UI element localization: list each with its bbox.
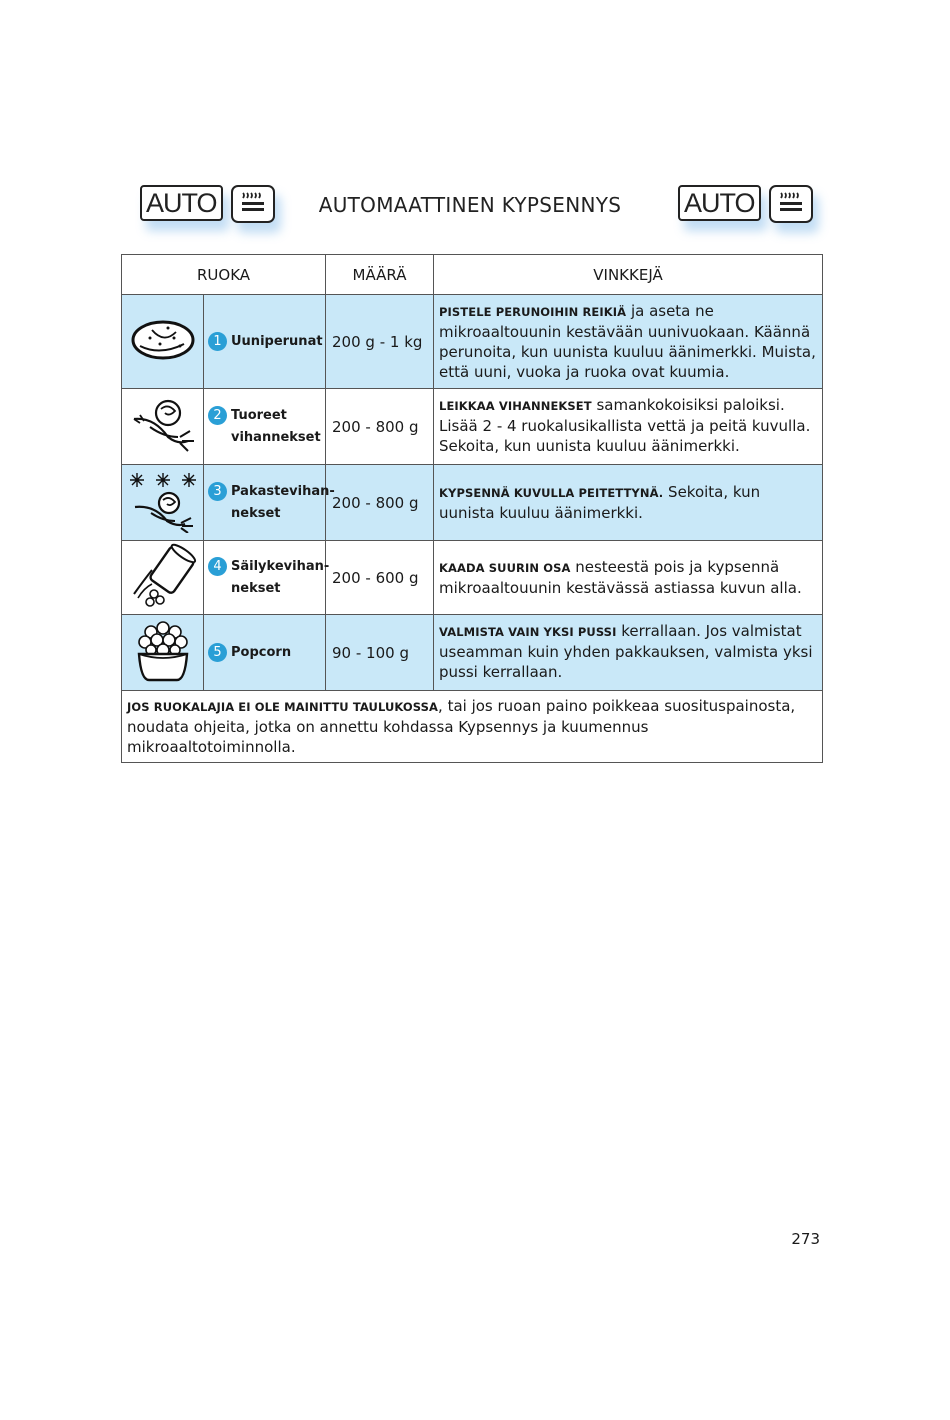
tip-cell (434, 615, 823, 691)
page-header (0, 185, 950, 235)
number-badge: 4 (208, 557, 227, 576)
tip-text: Sekoita, kun uunista kuuluu äänimerkki. (439, 483, 761, 522)
food-name-line: vihannekset (231, 429, 321, 445)
food-name-line: Popcorn (231, 644, 292, 660)
frozen-vegetables-icon (122, 465, 204, 541)
canned-vegetables-icon (122, 541, 204, 615)
page-number: 273 (791, 1230, 820, 1248)
header-tips: VINKKEJÄ (434, 255, 823, 295)
oven-icon (231, 185, 275, 223)
auto-badge-left (140, 185, 275, 223)
amount-cell: 200 - 800 g (326, 389, 434, 465)
vegetables-icon (122, 389, 204, 465)
auto-cooking-table (121, 254, 823, 763)
header-amount: MÄÄRÄ (326, 255, 434, 295)
table-row (122, 465, 823, 541)
amount-cell: 200 - 600 g (326, 541, 434, 615)
popcorn-icon (122, 615, 204, 691)
food-name-3 (204, 465, 335, 541)
number-badge: 1 (208, 332, 227, 351)
auto-label-right: AUTO (678, 185, 761, 221)
tip-cell (434, 389, 823, 465)
table-note-row (122, 691, 823, 763)
tip-text: ja aseta ne mikroaaltouunin kestävään uunivuokaan. Käännä perunoita, kun uunista kuuluu äänimerkki. Muista, että uuni, vuoka ja ruoka ovat kuumia. (439, 302, 816, 381)
auto-label-left: AUTO (140, 185, 223, 221)
table-row (122, 541, 823, 615)
number-badge: 2 (208, 406, 227, 425)
food-name-line: nekset (231, 505, 281, 521)
tip-key: PISTELE PERUNOIHIN REIKIÄ (439, 305, 627, 319)
tip-text: nesteestä pois ja kypsennä mikroaaltouunin kestävässä astiassa kuvun alla. (439, 558, 802, 597)
tip-key: VALMISTA VAIN YKSI PUSSI (439, 625, 617, 639)
tip-text: kerrallaan. Jos valmistat useamman kuin yhden pakkauksen, valmista yksi pussi kerrallaan. (439, 622, 813, 681)
table-row (122, 389, 823, 465)
table-header-row (122, 255, 823, 295)
food-name-line: Tuoreet (231, 407, 287, 423)
amount-cell: 200 - 800 g (326, 465, 434, 541)
number-badge: 3 (208, 482, 227, 501)
number-badge: 5 (208, 643, 227, 662)
tip-key: KYPSENNÄ KUVULLA PEITETTYNÄ. (439, 486, 664, 500)
auto-badge-right (678, 185, 813, 223)
header-food: RUOKA (122, 255, 326, 295)
table-row (122, 295, 823, 389)
tip-text: samankokoisiksi paloiksi. Lisää 2 - 4 ruokalusikallista vettä ja peitä kuvulla. Sekoita, kun uunista kuuluu äänimerkki. (439, 396, 811, 455)
tip-cell (434, 295, 823, 389)
food-name-1 (204, 295, 326, 389)
food-name-line: Uuniperunat (231, 333, 323, 349)
food-name-5 (204, 615, 326, 691)
tip-cell (434, 541, 823, 615)
amount-cell: 200 g - 1 kg (326, 295, 434, 389)
tip-key: LEIKKAA VIHANNEKSET (439, 399, 592, 413)
table-row (122, 615, 823, 691)
oven-icon (769, 185, 813, 223)
amount-cell: 90 - 100 g (326, 615, 434, 691)
food-name-line: Säilykevihan- (231, 558, 330, 574)
food-name-2 (204, 389, 326, 465)
tip-cell (434, 465, 823, 541)
food-name-4 (204, 541, 330, 615)
page-title: AUTOMAATTINEN KYPSENNYS (318, 193, 622, 217)
note-key: JOS RUOKALAJIA EI OLE MAINITTU TAULUKOSSA (127, 700, 439, 714)
food-name-line: Pakastevihan- (231, 483, 335, 499)
note-text: , tai jos ruoan paino poikkeaa suosituspainosta, noudata ohjeita, jotka on annettu kohdassa Kypsennys ja kuumennus mikroaaltotoiminnolla. (127, 697, 796, 756)
potato-icon (122, 295, 204, 389)
table-note (122, 691, 823, 763)
food-name-line: nekset (231, 580, 281, 596)
tip-key: KAADA SUURIN OSA (439, 561, 571, 575)
